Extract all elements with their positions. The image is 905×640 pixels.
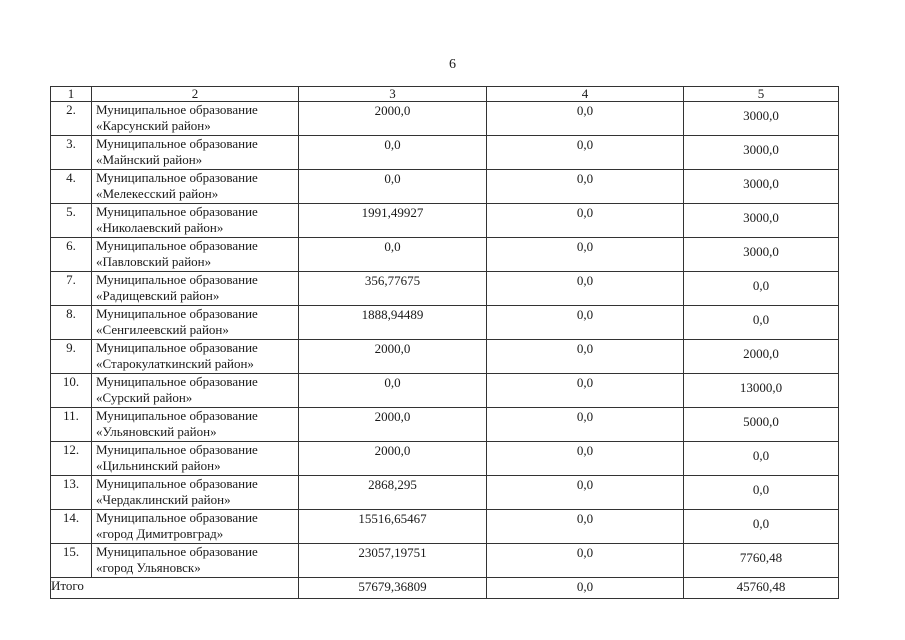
row-number: 11. <box>51 408 92 442</box>
total-col5 <box>684 578 839 599</box>
column-header: 3 <box>299 87 487 102</box>
col3-value: 2000,0 <box>374 443 411 458</box>
col3-value: 1991,49927 <box>361 205 424 220</box>
col3-value: 0,0 <box>384 137 401 152</box>
municipality-name-line2: «Мелекесский район» <box>96 186 219 201</box>
col4-value: 0,0 <box>576 205 594 220</box>
total-row <box>51 578 839 599</box>
row-number: 15. <box>51 544 92 578</box>
col4-value: 0,0 <box>576 375 594 390</box>
col3-cell <box>299 374 487 408</box>
municipality-name <box>92 204 299 238</box>
table-row <box>51 510 839 544</box>
municipality-name <box>92 476 299 510</box>
col5-value: 3000,0 <box>743 210 779 225</box>
col3-value: 0,0 <box>384 239 401 254</box>
col3-value: 356,77675 <box>364 273 421 288</box>
col5-cell <box>684 374 839 408</box>
col4-value: 0,0 <box>576 511 594 526</box>
municipality-name-line1: Муниципальное образование <box>96 442 258 457</box>
col5-cell <box>684 306 839 340</box>
municipality-name <box>92 136 299 170</box>
col5-cell <box>684 544 839 578</box>
municipality-name <box>92 408 299 442</box>
col4-value: 0,0 <box>576 477 594 492</box>
col4-cell <box>487 408 684 442</box>
row-number: 2. <box>51 102 92 136</box>
col3-cell <box>299 238 487 272</box>
municipality-name-line1: Муниципальное образование <box>96 544 258 559</box>
table-row <box>51 170 839 204</box>
row-number: 9. <box>51 340 92 374</box>
col5-cell <box>684 510 839 544</box>
municipality-name-line1: Муниципальное образование <box>96 170 258 185</box>
row-number: 3. <box>51 136 92 170</box>
municipality-name-line2: «Ульяновский район» <box>96 424 217 439</box>
col5-cell <box>684 476 839 510</box>
col4-cell <box>487 102 684 136</box>
col4-cell <box>487 510 684 544</box>
municipality-name-line1: Муниципальное образование <box>96 510 258 525</box>
col5-value: 3000,0 <box>743 244 779 259</box>
col3-value: 2868,295 <box>368 477 417 492</box>
col4-cell <box>487 476 684 510</box>
municipality-name <box>92 102 299 136</box>
col5-value: 5000,0 <box>743 414 779 429</box>
col4-value: 0,0 <box>576 443 594 458</box>
col5-value: 3000,0 <box>743 108 779 123</box>
column-header: 5 <box>684 87 839 102</box>
col4-cell <box>487 136 684 170</box>
municipality-name-line2: «Карсунский район» <box>96 118 211 133</box>
municipality-name-line2: «город Ульяновск» <box>96 560 201 575</box>
municipality-name <box>92 306 299 340</box>
row-number: 8. <box>51 306 92 340</box>
col4-value: 0,0 <box>576 171 594 186</box>
col4-cell <box>487 238 684 272</box>
municipality-name-line1: Муниципальное образование <box>96 408 258 423</box>
col3-cell <box>299 476 487 510</box>
table-row <box>51 544 839 578</box>
municipality-name <box>92 272 299 306</box>
municipality-name-line1: Муниципальное образование <box>96 136 258 151</box>
row-number: 12. <box>51 442 92 476</box>
col5-value: 0,0 <box>752 482 770 497</box>
column-header: 4 <box>487 87 684 102</box>
row-number: 5. <box>51 204 92 238</box>
col5-value: 7760,48 <box>739 550 783 565</box>
table-body <box>51 102 839 578</box>
municipality-name-line1: Муниципальное образование <box>96 238 258 253</box>
municipality-name-line2: «Радищевский район» <box>96 288 220 303</box>
col3-value: 15516,65467 <box>358 511 427 526</box>
municipality-name-line2: «Николаевский район» <box>96 220 224 235</box>
table-row <box>51 272 839 306</box>
municipality-name <box>92 510 299 544</box>
col3-cell <box>299 136 487 170</box>
col5-cell <box>684 442 839 476</box>
table-row <box>51 476 839 510</box>
municipality-name <box>92 442 299 476</box>
municipality-name-line1: Муниципальное образование <box>96 102 258 117</box>
col3-cell <box>299 204 487 238</box>
municipality-name <box>92 238 299 272</box>
col4-value: 0,0 <box>576 545 594 560</box>
col3-cell <box>299 510 487 544</box>
municipality-name-line2: «Сурский район» <box>96 390 193 405</box>
col3-value: 0,0 <box>384 375 401 390</box>
municipality-name <box>92 374 299 408</box>
total-col4-value: 0,0 <box>576 579 594 594</box>
col5-value: 0,0 <box>752 278 770 293</box>
col4-cell <box>487 170 684 204</box>
total-col3-value: 57679,36809 <box>358 579 427 594</box>
col5-cell <box>684 170 839 204</box>
col5-cell <box>684 340 839 374</box>
col3-value: 0,0 <box>384 171 401 186</box>
total-col3 <box>299 578 487 599</box>
col3-cell <box>299 170 487 204</box>
col3-value: 1888,94489 <box>361 307 424 322</box>
table-row <box>51 204 839 238</box>
col4-value: 0,0 <box>576 137 594 152</box>
col3-cell <box>299 442 487 476</box>
col5-cell <box>684 272 839 306</box>
total-col4 <box>487 578 684 599</box>
col5-value: 13000,0 <box>739 380 783 395</box>
table-row <box>51 238 839 272</box>
col5-value: 0,0 <box>752 312 770 327</box>
col5-cell <box>684 238 839 272</box>
col3-cell <box>299 340 487 374</box>
municipality-name <box>92 544 299 578</box>
col3-cell <box>299 544 487 578</box>
municipality-name-line2: «Майнский район» <box>96 152 203 167</box>
col5-value: 0,0 <box>752 448 770 463</box>
col4-cell <box>487 204 684 238</box>
col5-value: 3000,0 <box>743 142 779 157</box>
col3-cell <box>299 272 487 306</box>
table-row <box>51 136 839 170</box>
municipality-name-line1: Муниципальное образование <box>96 340 258 355</box>
col4-cell <box>487 442 684 476</box>
municipality-name-line1: Муниципальное образование <box>96 272 258 287</box>
col4-value: 0,0 <box>576 341 594 356</box>
row-number: 7. <box>51 272 92 306</box>
total-label: Итого <box>51 578 299 599</box>
column-header: 2 <box>92 87 299 102</box>
table-row <box>51 442 839 476</box>
col5-value: 2000,0 <box>743 346 779 361</box>
municipality-name-line2: «Павловский район» <box>96 254 212 269</box>
col3-cell <box>299 102 487 136</box>
municipality-name-line2: «Сенгилеевский район» <box>96 322 229 337</box>
table-row <box>51 340 839 374</box>
col4-value: 0,0 <box>576 103 594 118</box>
col4-value: 0,0 <box>576 307 594 322</box>
col5-cell <box>684 102 839 136</box>
col3-cell <box>299 306 487 340</box>
col3-cell <box>299 408 487 442</box>
table-row <box>51 374 839 408</box>
col4-value: 0,0 <box>576 409 594 424</box>
municipality-name-line2: «Чердаклинский район» <box>96 492 231 507</box>
municipality-name-line2: «Старокулаткинский район» <box>96 356 254 371</box>
column-header: 1 <box>51 87 92 102</box>
col4-cell <box>487 374 684 408</box>
municipality-name-line2: «Цильнинский район» <box>96 458 221 473</box>
page-number: 6 <box>449 57 456 72</box>
col3-value: 2000,0 <box>374 409 411 424</box>
municipality-name <box>92 340 299 374</box>
table-row <box>51 408 839 442</box>
row-number: 6. <box>51 238 92 272</box>
row-number: 10. <box>51 374 92 408</box>
table-row <box>51 102 839 136</box>
col3-value: 23057,19751 <box>358 545 427 560</box>
col3-value: 2000,0 <box>374 103 411 118</box>
budget-table <box>50 86 839 599</box>
municipality-name-line1: Муниципальное образование <box>96 476 258 491</box>
col4-cell <box>487 306 684 340</box>
table-header-row <box>51 87 839 102</box>
col4-value: 0,0 <box>576 239 594 254</box>
row-number: 4. <box>51 170 92 204</box>
col4-value: 0,0 <box>576 273 594 288</box>
table-row <box>51 306 839 340</box>
col5-cell <box>684 136 839 170</box>
col5-value: 3000,0 <box>743 176 779 191</box>
col4-cell <box>487 272 684 306</box>
municipality-name-line1: Муниципальное образование <box>96 204 258 219</box>
row-number: 13. <box>51 476 92 510</box>
municipality-name-line1: Муниципальное образование <box>96 374 258 389</box>
col5-cell <box>684 204 839 238</box>
row-number: 14. <box>51 510 92 544</box>
municipality-name-line2: «город Димитровград» <box>96 526 224 541</box>
municipality-name <box>92 170 299 204</box>
col4-cell <box>487 544 684 578</box>
municipality-name-line1: Муниципальное образование <box>96 306 258 321</box>
col5-value: 0,0 <box>752 516 770 531</box>
col5-cell <box>684 408 839 442</box>
col3-value: 2000,0 <box>374 341 411 356</box>
col4-cell <box>487 340 684 374</box>
total-col5-value: 45760,48 <box>736 579 786 594</box>
